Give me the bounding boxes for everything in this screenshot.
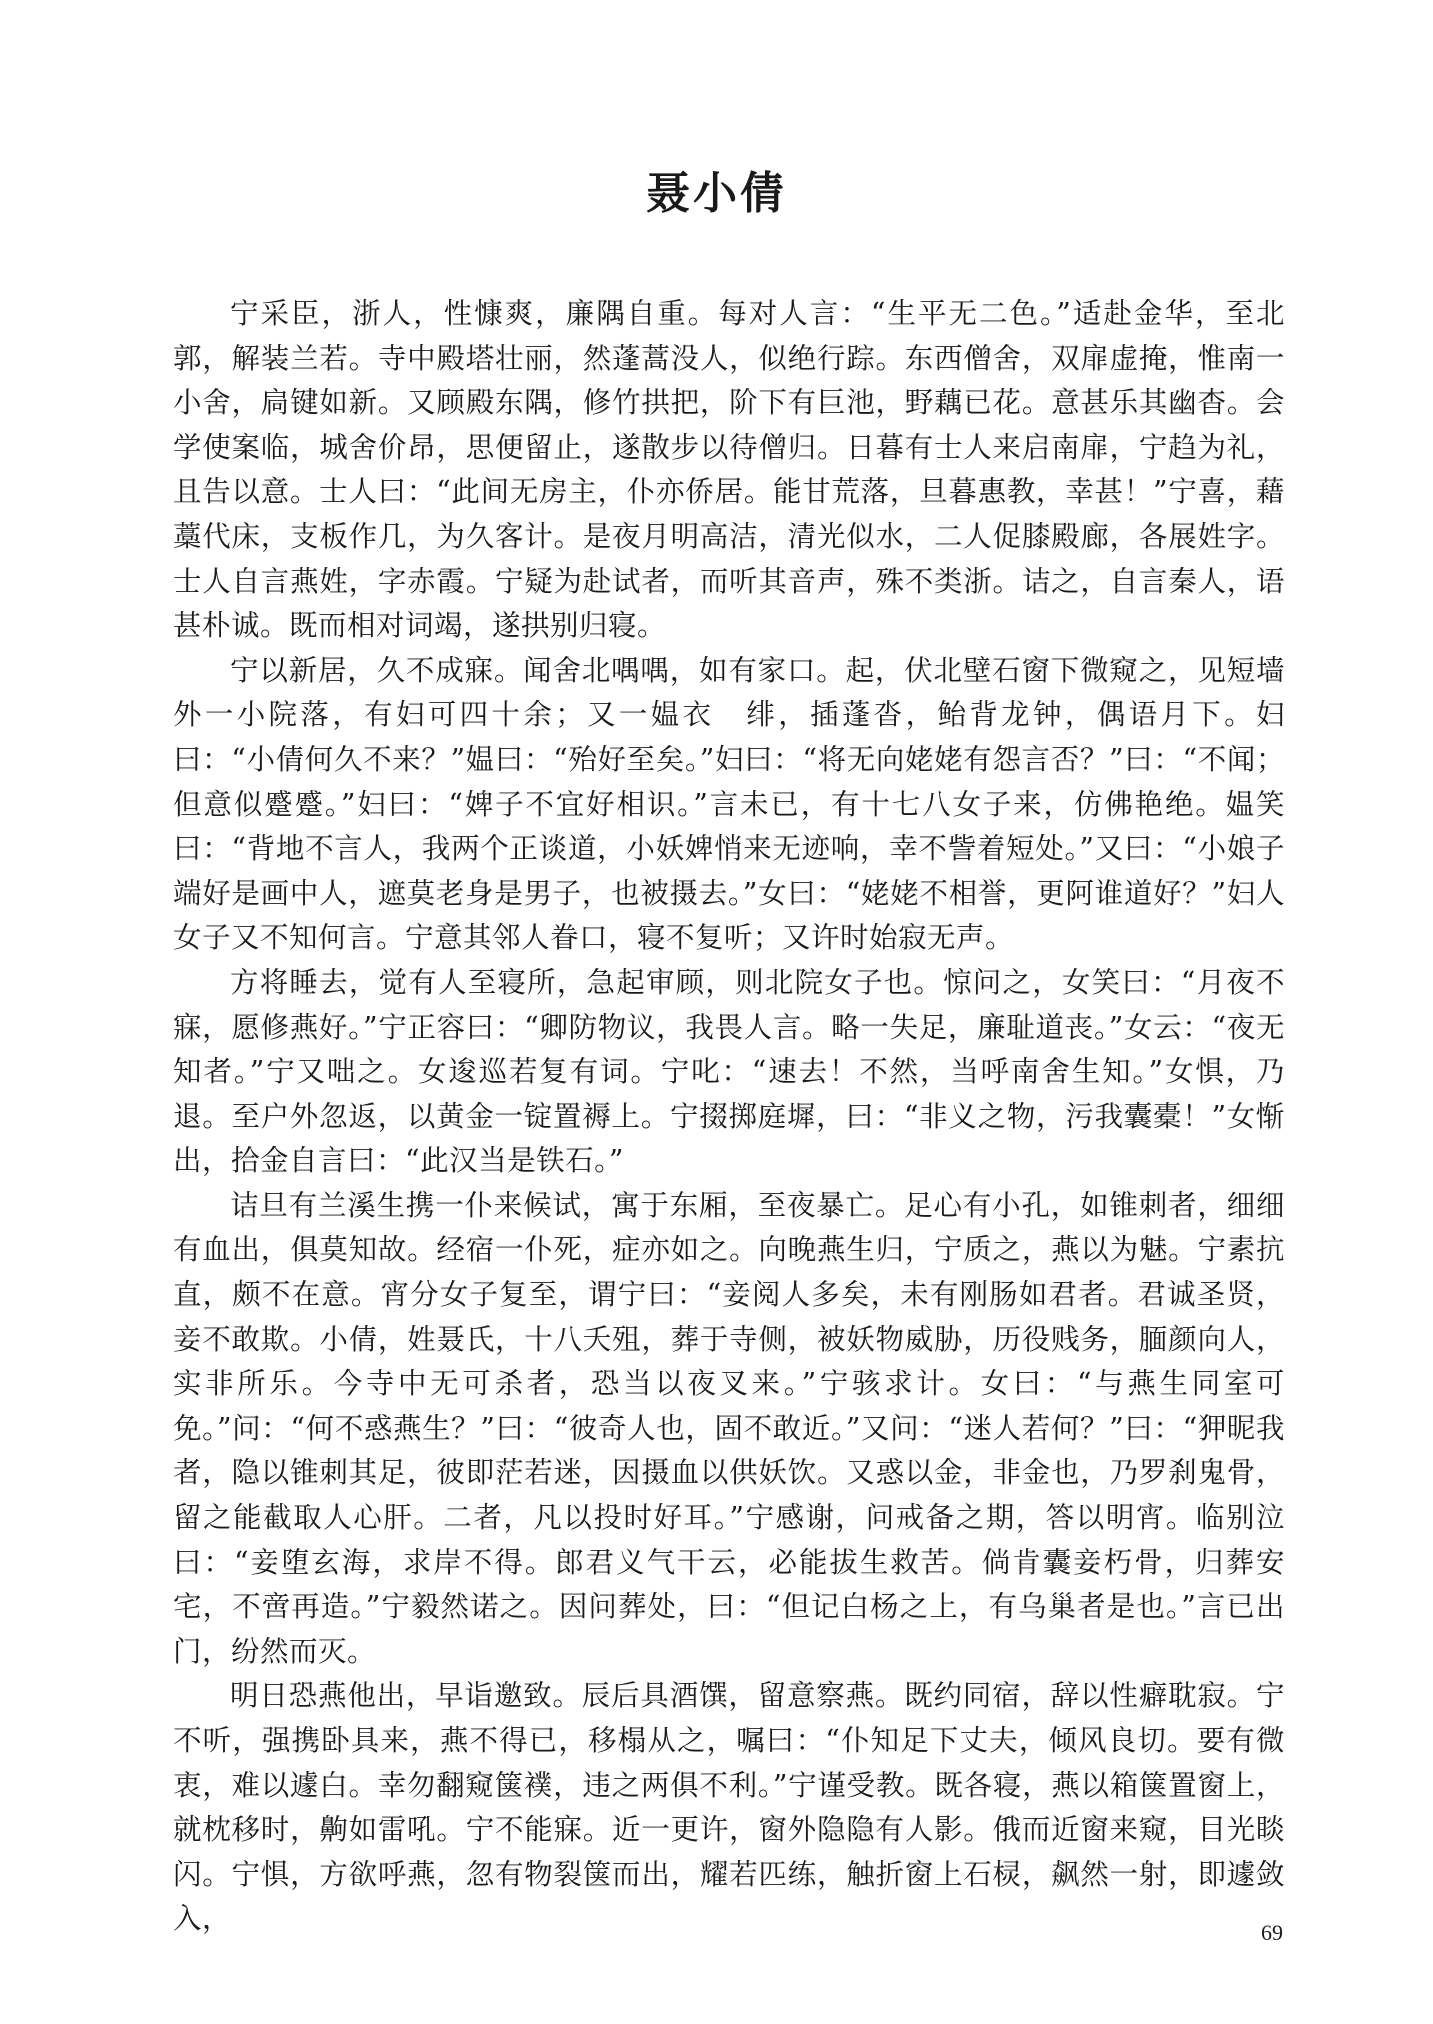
paragraph: 方将睡去，觉有人至寝所，急起审顾，则北院女子也。惊问之，女笑曰：“月夜不寐，愿修燕好。”宁正容曰：“卿防物议，我畏人言。略一失足，廉耻道丧。”女云：“夜无知者。”宁又咄之。女逡巡若复有词。宁叱：“速去！不然，当呼南舍生知。”女惧，乃退。至户外忽返，以黄金一锭置褥上。宁掇掷庭墀，曰：“非义之物，污我囊橐！”女惭出，拾金自言曰：“此汉当是铁石。” <box>173 965 1285 1178</box>
paragraph: 宁采臣，浙人，性慷爽，廉隅自重。每对人言：“生平无二色。”适赴金华，至北郭，解装兰若。寺中殿塔壮丽，然蓬蒿没人，似绝行踪。东西僧舍，双扉虚掩，惟南一小舍，扃键如新。又顾殿东隅，修竹拱把，阶下有巨池，野藕已花。意甚乐其幽杳。会学使案临，城舍价昂，思便留止，遂散步以待僧归。日暮有士人来启南扉，宁趋为礼，且告以意。士人曰：“此间无房主，仆亦侨居。能甘荒落，旦暮惠教，幸甚！”宁喜，藉藁代床，支板作几，为久客计。是夜月明高洁，清光似水，二人促膝殿廊，各展姓字。士人自言燕姓，字赤霞。宁疑为赴试者，而听其音声，殊不类浙。诘之，自言秦人，语甚朴诚。既而相对词竭，遂拱别归寝。 <box>173 297 1285 643</box>
paragraph: 诘旦有兰溪生携一仆来候试，寓于东厢，至夜暴亡。足心有小孔，如锥刺者，细细有血出，俱莫知故。经宿一仆死，症亦如之。向晚燕生归，宁质之，燕以为魅。宁素抗直，颇不在意。宵分女子复至，谓宁曰：“妾阅人多矣，未有刚肠如君者。君诚圣贤，妾不敢欺。小倩，姓聂氏，十八夭殂，葬于寺侧，被妖物威胁，历役贱务，腼颜向人，实非所乐。今寺中无可杀者，恐当以夜叉来。”宁骇求计。女曰：“与燕生同室可免。”问：“何不惑燕生？”曰：“彼奇人也，固不敢近。”又问：“迷人若何？”曰：“狎昵我者，隐以锥刺其足，彼即茫若迷，因摄血以供妖饮。又惑以金，非金也，乃罗刹鬼骨，留之能截取人心肝。二者，凡以投时好耳。”宁感谢，问戒备之期，答以明宵。临别泣曰：“妾堕玄海，求岸不得。郎君义气干云，必能拔生救苦。倘肯囊妾朽骨，归葬安宅，不啻再造。”宁毅然诺之。因问葬处，曰：“但记白杨之上，有乌巢者是也。”言已出门，纷然而灭。 <box>173 1188 1285 1668</box>
page-number: 69 <box>1261 1920 1283 1945</box>
paragraph: 宁以新居，久不成寐。闻舍北喁喁，如有家口。起，伏北壁石窗下微窥之，见短墙外一小院落，有妇可四十余；又一媪衣 绯，插蓬沓，鲐背龙钟，偶语月下。妇曰：“小倩何久不来？”媪曰：“殆好至矣。”妇曰：“将无向姥姥有怨言否？”曰：“不闻；但意似蹙蹙。”妇曰：“婢子不宜好相识。”言未已，有十七八女子来，仿佛艳绝。媪笑曰：“背地不言人，我两个正谈道，小妖婢悄来无迹响，幸不訾着短处。”又曰：“小娘子端好是画中人，遮莫老身是男子，也被摄去。”女曰：“姥姥不相誉，更阿谁道好？”妇人女子又不知何言。宁意其邻人眷口，寝不复听；又许时始寂无声。 <box>173 653 1285 955</box>
paragraph: 明日恐燕他出，早诣邀致。辰后具酒馔，留意察燕。既约同宿，辞以性癖耽寂。宁不听，强携卧具来，燕不得已，移榻从之，嘱曰：“仆知足下丈夫，倾风良切。要有微衷，难以遽白。幸勿翻窥箧襆，违之两俱不利。”宁谨受教。既各寝，燕以箱箧置窗上，就枕移时，齁如雷吼。宁不能寐。近一更许，窗外隐隐有人影。俄而近窗来窥，目光睒闪。宁惧，方欲呼燕，忽有物裂箧而出，耀若匹练，触折窗上石棂，飙然一射，即遽敛入， <box>173 1679 1285 1936</box>
body-text <box>173 292 1285 1942</box>
page-title: 聂小倩 <box>646 168 787 219</box>
